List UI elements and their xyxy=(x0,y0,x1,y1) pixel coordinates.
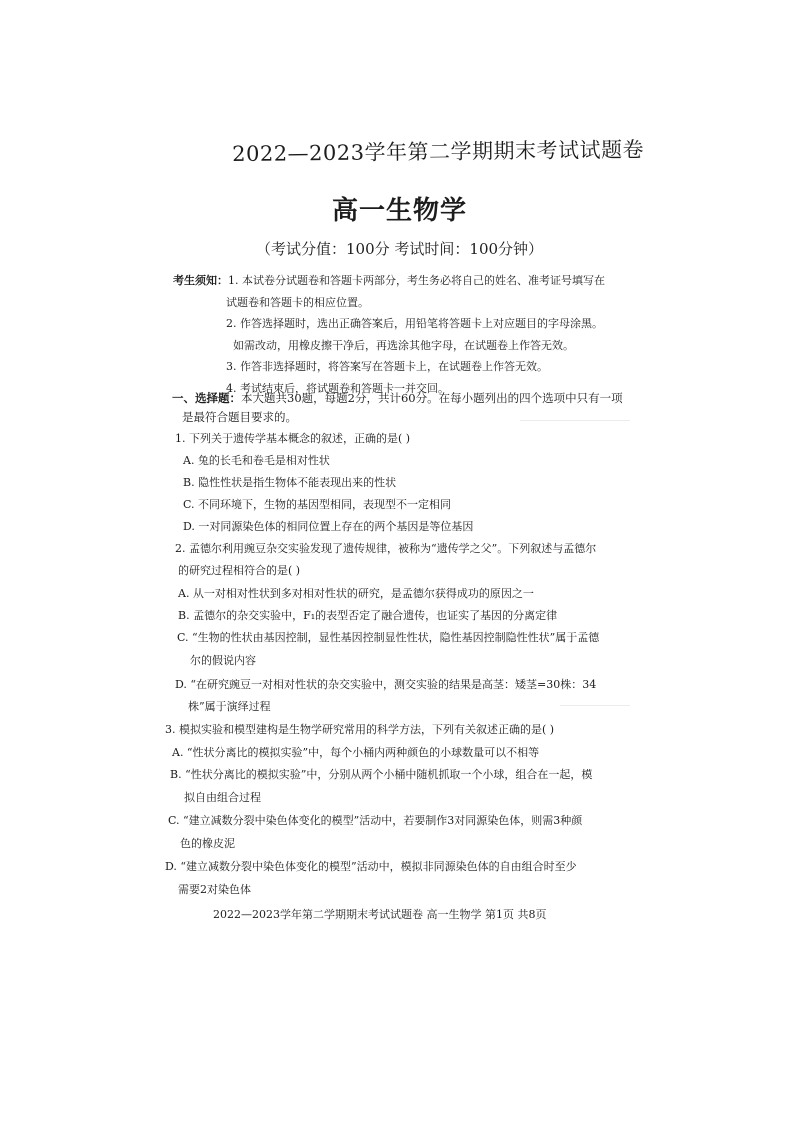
question-2-option-c-cont: 尔的假说内容 xyxy=(190,654,256,667)
question-2-option-d: D. “在研究豌豆一对相对性状的杂交实验中，测交实验的结果是高茎：矮茎=30株：34 xyxy=(175,678,597,691)
section-text: 本大题共30题，每题2分，共计60分。在每小题列出的四个选项中只有一项 xyxy=(241,391,623,405)
scan-artifact xyxy=(560,705,630,706)
question-3-option-c-cont: 色的橡皮泥 xyxy=(180,837,235,850)
note-line-5: 3. 作答非选择题时，将答案写在答题卡上，在试题卷上作答无效。 xyxy=(226,360,548,373)
question-1-option-b: B. 隐性性状是指生物体不能表现出来的性状 xyxy=(183,476,397,489)
question-1-option-a: A. 兔的长毛和卷毛是相对性状 xyxy=(183,454,330,467)
exam-notes xyxy=(173,270,633,399)
question-1-stem: 1. 下列关于遗传学基本概念的叙述，正确的是( ) xyxy=(175,432,411,445)
exam-meta: （考试分值：100分 考试时间：100分钟） xyxy=(256,240,544,258)
question-2-stem: 2. 孟德尔利用豌豆杂交实验发现了遗传规律，被称为“遗传学之父”。下列叙述与孟德尔 xyxy=(175,542,597,555)
question-1-option-d: D. 一对同源染色体的相同位置上存在的两个基因是等位基因 xyxy=(183,520,474,533)
notes-label: 考生须知： xyxy=(173,274,228,287)
question-2-option-b: B. 孟德尔的杂交实验中，F₁的表型否定了融合遗传，也证实了基因的分离定律 xyxy=(178,609,558,622)
note-line-6: 4. 考试结束后，将试题卷和答题卡一并交回。 xyxy=(226,381,449,395)
question-2-option-a: A. 从一对相对性状到多对相对性状的研究，是孟德尔获得成功的原因之一 xyxy=(178,587,534,600)
exam-title: 2022—2023学年第二学期期末考试试题卷 xyxy=(232,137,645,166)
section-heading: 一、选择题： xyxy=(172,391,241,405)
question-3-option-a: A. “性状分离比的模拟实验”中，每个小桶内两种颜色的小球数量可以不相等 xyxy=(172,746,540,759)
page-footer: 2022—2023学年第二学期期末考试试题卷 高一生物学 第1页 共8页 xyxy=(213,908,547,921)
section-intro xyxy=(172,389,632,427)
question-3-option-b: B. “性状分离比的模拟实验”中，分别从两个小桶中随机抓取一个小球，组合在一起，模 xyxy=(170,768,593,781)
note-text-1: 1. 本试卷分试题卷和答题卡两部分，考生务必将自己的姓名、准考证号填写在 xyxy=(228,274,605,287)
scan-artifact xyxy=(520,420,630,421)
question-3-stem: 3. 模拟实验和模型建构是生物学研究常用的科学方法，下列有关叙述正确的是( ) xyxy=(165,723,555,736)
question-1-option-c: C. 不同环境下，生物的基因型相同，表现型不一定相同 xyxy=(183,498,452,511)
question-3-option-d-cont: 需要2对染色体 xyxy=(178,883,251,896)
subject-title: 高一生物学 xyxy=(332,196,468,226)
note-line-1 xyxy=(173,270,633,292)
note-line-2: 试题卷和答题卡的相应位置。 xyxy=(226,295,369,309)
question-3-option-d: D. “建立减数分裂中染色体变化的模型”活动中，模拟非同源染色体的自由组合时至少 xyxy=(165,860,577,873)
note-line-4: 如需改动，用橡皮擦干净后，再选涂其他字母，在试题卷上作答无效。 xyxy=(233,338,574,352)
section-text-2: 是最符合题目要求的。 xyxy=(182,410,297,424)
question-2-option-d-cont: 株”属于演绎过程 xyxy=(188,700,271,713)
question-3-option-b-cont: 拟自由组合过程 xyxy=(184,791,261,804)
question-3-option-c: C. “建立减数分裂中染色体变化的模型”活动中，若要制作3对同源染色体，则需3种颜 xyxy=(168,814,583,827)
section-line-1 xyxy=(172,389,632,408)
question-2-option-c: C. “生物的性状由基因控制，显性基因控制显性性状，隐性基因控制隐性性状”属于孟德 xyxy=(177,631,600,644)
note-line-3: 2. 作答选择题时，选出正确答案后，用铅笔将答题卡上对应题目的字母涂黑。 xyxy=(226,317,603,330)
question-2-stem-cont: 的研究过程相符合的是( ) xyxy=(178,564,301,577)
